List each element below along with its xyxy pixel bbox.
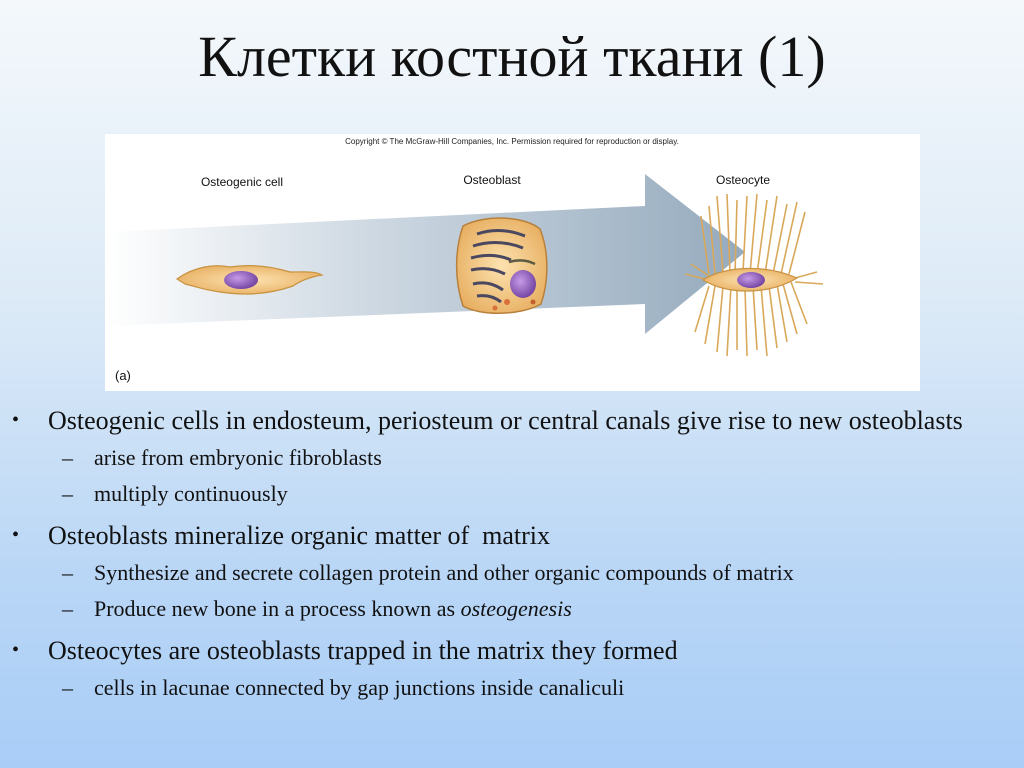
label-osteocyte: Osteocyte <box>715 173 771 187</box>
dash-marker: – <box>62 675 73 700</box>
panel-label: (a) <box>115 368 131 383</box>
dash-marker: – <box>62 481 73 506</box>
bullet-osteogenic <box>0 404 1024 437</box>
sub-bullet <box>0 673 1024 703</box>
slide-title: Клетки костной ткани (1) <box>198 24 826 89</box>
bullet-marker: • <box>12 524 20 546</box>
bone-cells-figure <box>105 134 920 391</box>
bullet-marker: • <box>12 639 20 661</box>
copyright-notice: Copyright © The McGraw-Hill Companies, Inc. Permission required for reproduction or display. <box>345 137 679 146</box>
label-osteogenic-cell: Osteogenic cell <box>200 175 284 189</box>
sub-bullet-text: arise from embryonic fibroblasts <box>94 445 382 470</box>
sub-bullet <box>0 594 1024 624</box>
osteoblast-drawing <box>457 218 547 313</box>
sub-bullet-text: cells in lacunae connected by gap junctions inside canaliculi <box>94 675 625 700</box>
bullet-osteocytes <box>0 634 1024 667</box>
sub-bullet-text: multiply continuously <box>94 481 288 506</box>
dash-marker: – <box>62 445 73 470</box>
sub-bullet-text: Produce new bone in a process known as <box>94 596 461 621</box>
progression-arrow <box>105 174 745 334</box>
sub-bullet <box>0 558 1024 588</box>
bullet-text: Osteoblasts mineralize organic matter of matrix <box>48 521 551 550</box>
figure-illustration <box>105 134 920 391</box>
bullet-marker: • <box>12 409 20 431</box>
osteogenesis-term: osteogenesis <box>460 596 572 621</box>
bullet-text: Osteocytes are osteoblasts trapped in the matrix they formed <box>48 636 678 665</box>
bullet-osteoblasts <box>0 519 1024 552</box>
bullet-list <box>0 400 1024 703</box>
sub-bullet-text: Synthesize and secrete collagen protein and other organic compounds of matrix <box>94 560 794 585</box>
label-osteoblast: Osteoblast <box>463 173 521 187</box>
bullet-text: Osteogenic cells in endosteum, periosteum or central canals give rise to new osteoblasts <box>48 406 963 435</box>
dash-marker: – <box>62 560 73 585</box>
sub-bullet <box>0 443 1024 473</box>
sub-bullet <box>0 479 1024 509</box>
dash-marker: – <box>62 596 73 621</box>
